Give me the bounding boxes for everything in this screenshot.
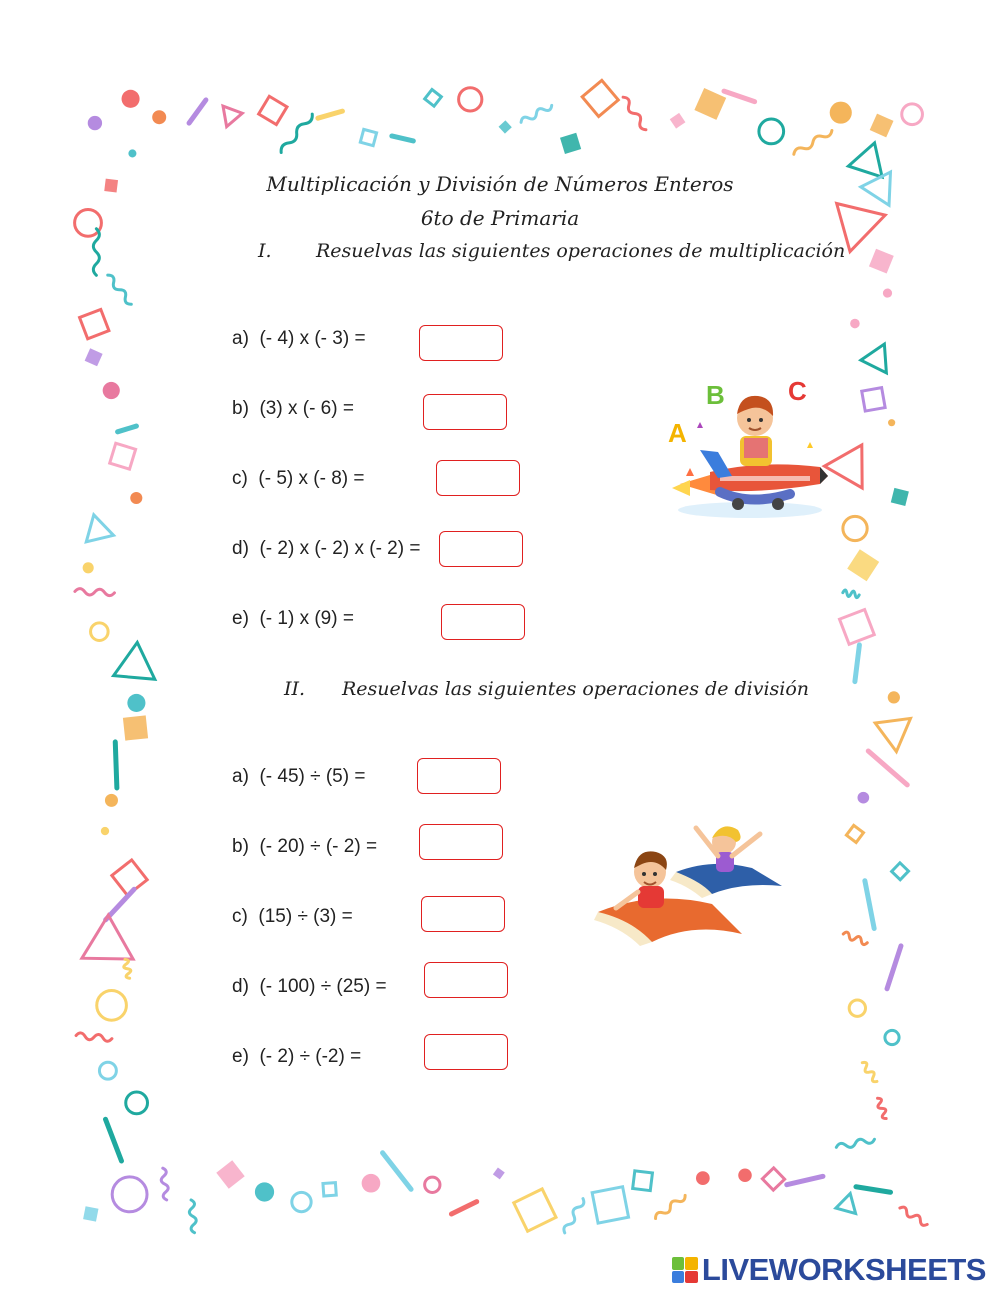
question-multiplication-e — [232, 608, 354, 630]
letter-b: B — [706, 380, 725, 410]
section-heading-multiplication — [258, 240, 845, 262]
question-expression: (- 2) x (- 2) x (- 2) = — [259, 538, 421, 559]
answer-box-multiplication-a[interactable] — [419, 325, 503, 361]
question-expression: (- 4) x (- 3) = — [259, 328, 366, 349]
question-label: e) — [232, 1046, 249, 1067]
question-multiplication-c — [232, 468, 364, 490]
section-heading-text: Resuelvas las siguientes operaciones de multiplicación — [316, 240, 846, 262]
question-division-b — [232, 836, 377, 858]
worksheet-title: Multiplicación y División de Números Enteros — [266, 172, 734, 196]
question-label: b) — [232, 836, 249, 857]
question-label: c) — [232, 906, 248, 927]
question-expression: (- 100) ÷ (25) = — [259, 976, 387, 997]
answer-box-multiplication-b[interactable] — [423, 394, 507, 430]
question-division-e — [232, 1046, 361, 1068]
answer-box-division-c[interactable] — [421, 896, 505, 932]
section-heading-division — [284, 678, 809, 700]
answer-box-division-b[interactable] — [419, 824, 503, 860]
question-label: d) — [232, 976, 249, 997]
question-division-d — [232, 976, 387, 998]
question-label: c) — [232, 468, 248, 489]
question-label: b) — [232, 398, 249, 419]
answer-box-division-d[interactable] — [424, 962, 508, 998]
question-expression: (- 2) ÷ (-2) = — [259, 1046, 362, 1067]
question-expression: (- 20) ÷ (- 2) = — [259, 836, 378, 857]
question-expression: (15) ÷ (3) = — [258, 906, 353, 927]
liveworksheets-logo — [672, 1252, 986, 1288]
question-multiplication-a — [232, 328, 366, 350]
question-label: a) — [232, 328, 249, 349]
question-expression: (- 1) x (9) = — [259, 608, 354, 629]
question-label: a) — [232, 766, 249, 787]
worksheet-grade: 6to de Primaria — [420, 206, 580, 230]
answer-box-multiplication-d[interactable] — [439, 531, 523, 567]
section-number: I. — [258, 240, 272, 262]
question-expression: (3) x (- 6) = — [259, 398, 354, 419]
answer-box-multiplication-c[interactable] — [436, 460, 520, 496]
liveworksheets-logo-icon — [672, 1257, 698, 1283]
answer-box-division-a[interactable] — [417, 758, 501, 794]
kids-flying-books-illustration — [592, 812, 792, 954]
section-heading-text: Resuelvas las siguientes operaciones de división — [342, 678, 810, 700]
section-number: II. — [284, 678, 306, 700]
letter-c: C — [788, 376, 807, 406]
question-division-c — [232, 906, 353, 928]
question-division-a — [232, 766, 365, 788]
question-label: d) — [232, 538, 249, 559]
question-label: e) — [232, 608, 249, 629]
question-expression: (- 5) x (- 8) = — [258, 468, 365, 489]
answer-box-multiplication-e[interactable] — [441, 604, 525, 640]
question-expression: (- 45) ÷ (5) = — [259, 766, 366, 787]
answer-box-division-e[interactable] — [424, 1034, 508, 1070]
question-multiplication-d — [232, 538, 420, 560]
kid-airplane-illustration — [660, 372, 830, 522]
question-multiplication-b — [232, 398, 354, 420]
letter-a: A — [668, 418, 687, 448]
liveworksheets-brand-text: LIVEWORKSHEETS — [701, 1252, 986, 1287]
